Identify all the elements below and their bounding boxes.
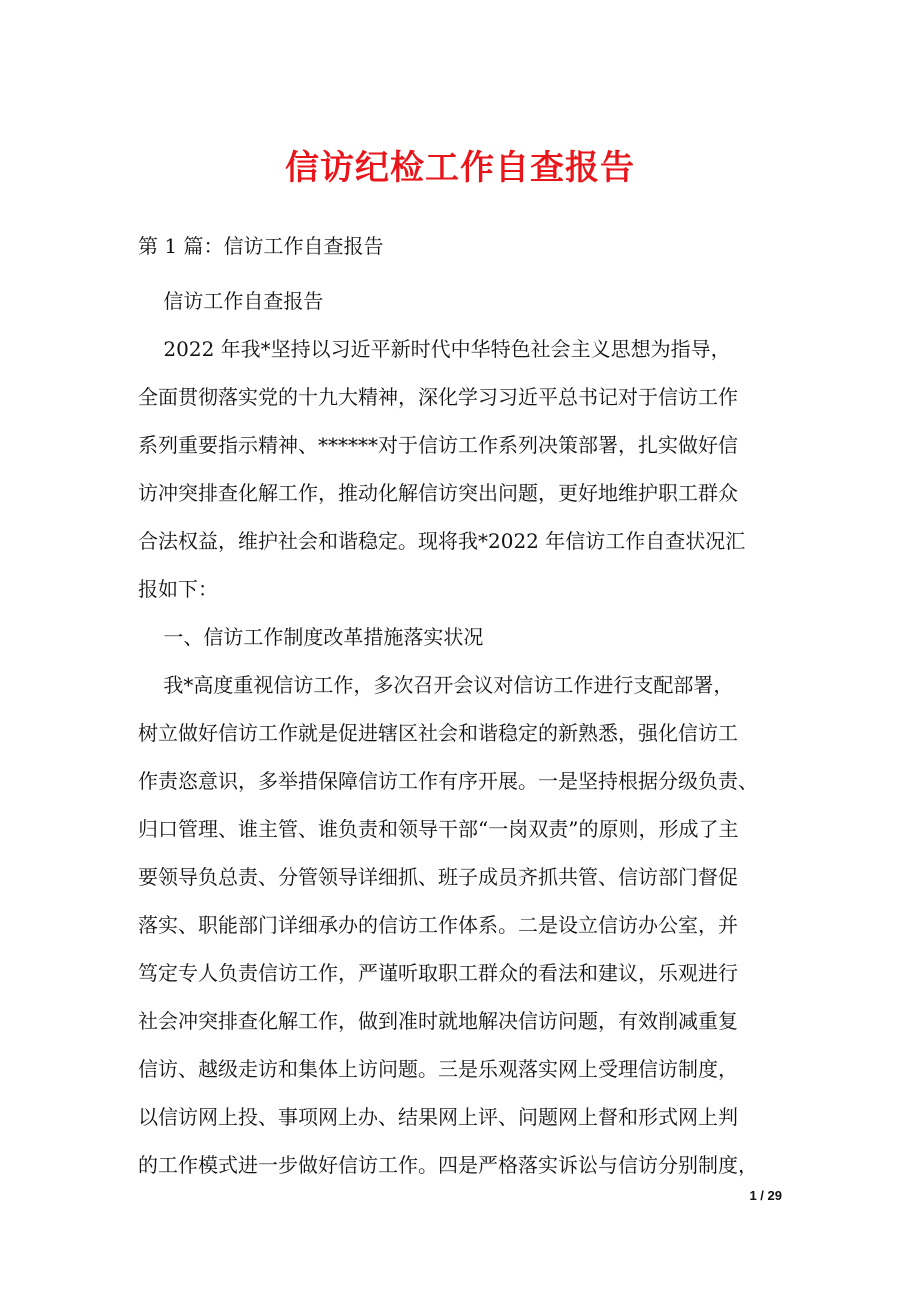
page-number: 1 / 29 <box>749 1188 782 1203</box>
paragraph-line: 2022 年我*坚持以习近平新时代中华特色社会主义思想为指导， <box>138 337 731 361</box>
paragraph-line: 笃定专人负责信访工作，严谨听取职工群众的看法和建议，乐观进行 <box>138 961 738 985</box>
paragraph-line: 落实、职能部门详细承办的信访工作体系。二是设立信访办公室，并 <box>138 913 738 937</box>
document-body <box>138 222 798 1189</box>
paragraph-line: 信访、越级走访和集体上访问题。三是乐观落实网上受理信访制度， <box>138 1057 738 1081</box>
paragraph-line: 的工作模式进一步做好信访工作。四是严格落实诉讼与信访分别制度， <box>138 1153 758 1177</box>
paragraph-line: 合法权益，维护社会和谐稳定。现将我*2022 年信访工作自查状况汇 <box>138 529 746 553</box>
section-heading: 第 1 篇：信访工作自查报告 <box>138 234 384 258</box>
subtitle-line: 信访工作自查报告 <box>138 289 324 313</box>
paragraph-line: 系列重要指示精神、******对于信访工作系列决策部署，扎实做好信 <box>138 433 738 457</box>
paragraph-line: 归口管理、谁主管、谁负责和领导干部“一岗双责”的原则，形成了主 <box>138 817 739 841</box>
paragraph-line: 我*高度重视信访工作，多次召开会议对信访工作进行支配部署， <box>138 673 734 697</box>
paragraph-line: 树立做好信访工作就是促进辖区社会和谐稳定的新熟悉，强化信访工 <box>138 721 738 745</box>
document-title: 信访纪检工作自查报告 <box>285 148 635 188</box>
paragraph-line: 以信访网上投、事项网上办、结果网上评、问题网上督和形式网上判 <box>138 1105 738 1129</box>
paragraph-line: 报如下： <box>138 577 218 601</box>
paragraph-line: 全面贯彻落实党的十九大精神，深化学习习近平总书记对于信访工作 <box>138 385 738 409</box>
paragraph-line: 访冲突排查化解工作，推动化解信访突出问题，更好地维护职工群众 <box>138 481 738 505</box>
paragraph-line: 作责恣意识，多举措保障信访工作有序开展。一是坚持根据分级负责、 <box>138 769 758 793</box>
paragraph-line: 要领导负总责、分管领导详细抓、班子成员齐抓共管、信访部门督促 <box>138 865 738 889</box>
section-subheading: 一、信访工作制度改革措施落实状况 <box>138 625 484 649</box>
paragraph-line: 社会冲突排查化解工作，做到准时就地解决信访问题，有效削减重复 <box>138 1009 738 1033</box>
spacer <box>138 270 798 277</box>
